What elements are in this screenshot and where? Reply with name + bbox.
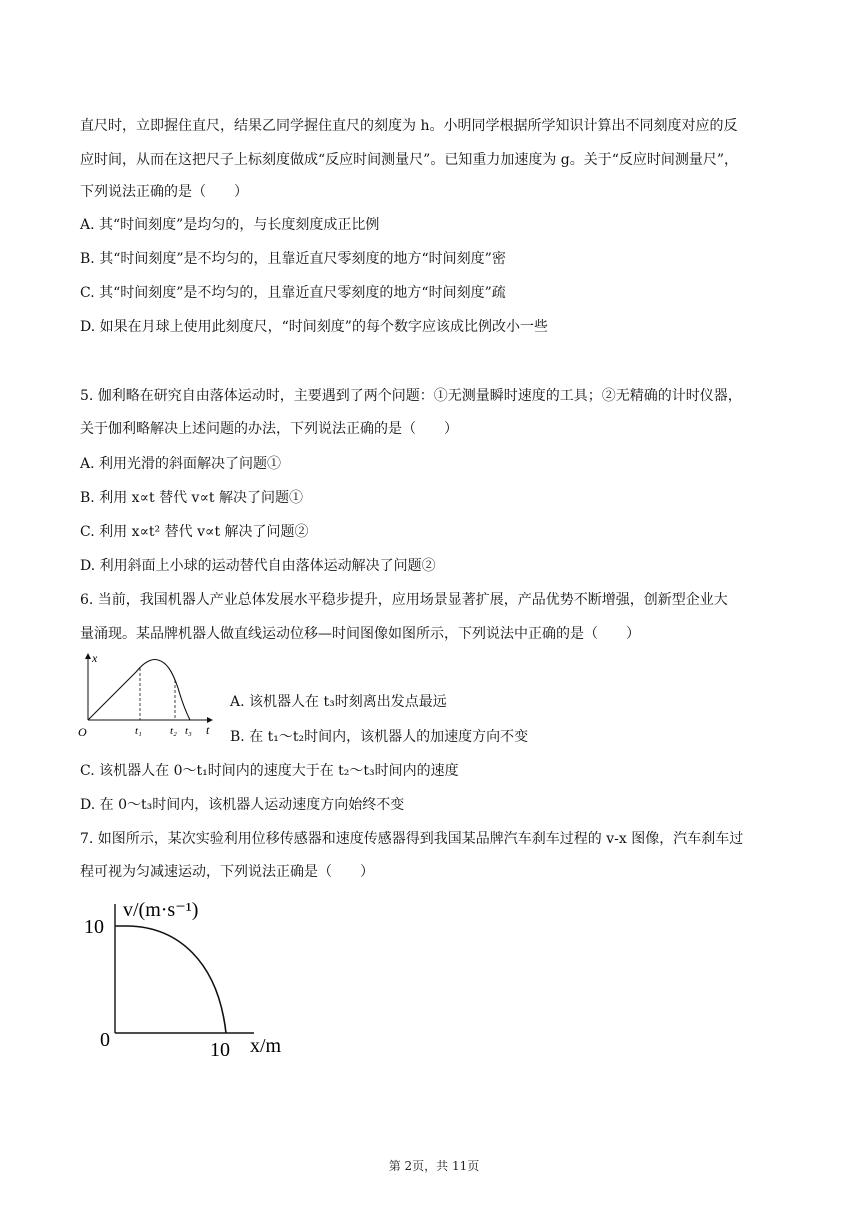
q4-option-c: C. 其“时间刻度”是不均匀的，且靠近直尺零刻度的地方“时间刻度”疏 (80, 285, 506, 301)
q6-line-1: 6. 当前，我国机器人产业总体发展水平稳步提升，应用场景显著扩展，产品优势不断增强，创新型企业大 (80, 592, 728, 608)
q5-option-d: D. 利用斜面上小球的运动替代自由落体运动解决了问题② (80, 558, 436, 574)
q4-option-b: B. 其“时间刻度”是不均匀的，且靠近直尺零刻度的地方“时间刻度”密 (80, 251, 506, 267)
q4-option-d: D. 如果在月球上使用此刻度尺，“时间刻度”的每个数字应该成比例改小一些 (80, 319, 548, 335)
q7-vx-figure (78, 892, 318, 1064)
q6-tick-t1: t₁ (135, 725, 142, 737)
q6-option-c: C. 该机器人在 0～t₁时间内的速度大于在 t₂～t₃时间内的速度 (80, 763, 459, 779)
q6-xt-figure (74, 648, 224, 742)
q6-x-label: t (206, 723, 210, 737)
q6-option-b: B. 在 t₁～t₂时间内，该机器人的加速度方向不变 (230, 729, 529, 745)
q7-y-label: v/(m·s⁻¹) (123, 899, 199, 921)
q7-line-2: 程可视为匀减速运动，下列说法正确是（ ） (80, 864, 374, 880)
q5-option-b: B. 利用 x∝t 替代 v∝t 解决了问题① (80, 490, 303, 506)
q5-line-2: 关于伽利略解决上述问题的办法，下列说法正确的是（ ） (80, 421, 458, 437)
q7-origin-label: 0 (100, 1029, 110, 1051)
q6-origin-label: O (78, 725, 87, 739)
q5-option-c: C. 利用 x∝t² 替代 v∝t 解决了问题② (80, 524, 309, 540)
q5-line-1: 5. 伽利略在研究自由落体运动时，主要遇到了两个问题：①无测量瞬时速度的工具；②无精确的计时仪器， (80, 388, 742, 404)
q4-line-3: 下列说法正确的是（ ） (80, 184, 248, 200)
q4-line-1: 直尺时，立即握住直尺，结果乙同学握住直尺的刻度为 h。小明同学根据所学知识计算出不同刻度对应的反 (80, 118, 738, 134)
q4-line-2: 应时间，从而在这把尺子上标刻度做成“反应时间测量尺”。已知重力加速度为 g。关于“反应时间测量尺”， (80, 152, 739, 168)
q7-x-max-label: 10 (210, 1039, 230, 1061)
q7-y-max-label: 10 (84, 916, 104, 938)
q6-option-d: D. 在 0～t₃时间内，该机器人运动速度方向始终不变 (80, 797, 405, 813)
q6-option-a: A. 该机器人在 t₃时刻离出发点最远 (230, 694, 447, 710)
q6-tick-t3: t₃ (185, 725, 192, 737)
q6-y-label: x (92, 651, 98, 665)
q7-x-label: x/m (250, 1035, 282, 1057)
q7-line-1: 7. 如图所示，某次实验利用位移传感器和速度传感器得到我国某品牌汽车刹车过程的 v-x 图像，汽车刹车过 (80, 831, 744, 847)
q4-option-a: A. 其“时间刻度”是均匀的，与长度刻度成正比例 (80, 217, 380, 233)
q6-tick-t2: t₂ (170, 725, 177, 737)
q6-line-2: 量涌现。某品牌机器人做直线运动位移—时间图像如图所示，下列说法中正确的是（ ） (80, 626, 640, 642)
q5-option-a: A. 利用光滑的斜面解决了问题① (80, 456, 282, 472)
q7-curve (115, 926, 226, 1033)
page-footer: 第 2页，共 11页 (388, 1159, 480, 1173)
